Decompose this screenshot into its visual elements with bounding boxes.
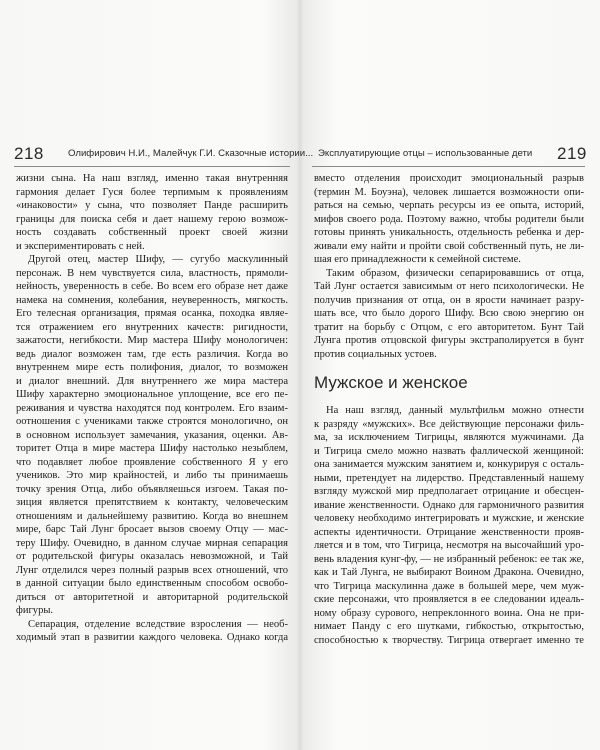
text-line: намека на сомнения, колебания, неуверенность, мягкость. — [16, 294, 288, 306]
left-page-header — [14, 143, 44, 165]
left-running-title: Олифирович Н.И., Малейчук Г.И. Сказочные истории... — [68, 148, 314, 159]
text-line: ными, претендует на лидерство. Представленный нашему — [314, 472, 584, 484]
text-line: и диалог внешний. Для внутреннего же мира мастера — [16, 375, 288, 387]
text-line: ность создавать собственный проект своей жизни — [16, 227, 288, 238]
text-line: мире, барс Тай Лунг бросает вызов своему Отцу — мас- — [16, 524, 288, 535]
text-line: диться от авторитетной и авторитарной родительской — [16, 591, 288, 603]
text-line: ляется и в том, что Тигрица, несмотря на высочайший уро- — [314, 540, 584, 551]
text-line: Сепарация, отделение вследствие взросления — необ- — [28, 618, 288, 630]
text-line: ские персонажи, что проявляется в ее следовании идеаль- — [314, 594, 584, 605]
text-line: как и Тай Лунга, не выбирают Воином Дракона. Очевидно, — [314, 567, 584, 578]
text-line: человеку необходимо интегрировать и мужские, и женские — [314, 513, 584, 524]
text-line: шать все, что было дорого Шифу. Всю свою энергию он — [314, 308, 584, 319]
text-line: что подавляет любое проявление собственного Я у его — [16, 456, 288, 468]
text-line: зиция является препятствием к контакту, человеческим — [16, 497, 288, 508]
right-running-title: Эксплуатирующие отцы – использованные дети — [318, 148, 533, 159]
text-line: учеников. Это мир крайностей, и либо ты принимаешь — [16, 470, 288, 481]
text-line: зажатости, негибкости. Мир мастера Шифу монологичен: — [16, 335, 288, 346]
text-line: ивание женственности. Однако для гармоничного развития — [314, 499, 584, 511]
right-page-number: 219 — [557, 144, 587, 163]
left-running-title-box — [68, 143, 313, 165]
text-line: персонаж. В нем чувствуется сила, властность, прямоли- — [16, 267, 288, 279]
text-line: в данной ситуации было единственным способом освобо- — [16, 578, 288, 589]
text-line: ходимый этап в развитии каждого человека. Однако когда — [16, 632, 288, 643]
text-line: живали ему найти и пройти свой собственный путь, не ли- — [314, 240, 584, 252]
text-line: оотношения с учениками также строятся монологично, он — [16, 416, 288, 427]
text-line: торитет Отца в мире мастера Шифу настолько незыблем, — [16, 443, 288, 454]
text-line: ма, за исключением Тигрицы, являются мужчинами. Да — [314, 432, 584, 443]
text-line: Его телесная организация, прямая осанка, походка являе- — [16, 308, 288, 319]
text-line: мифов своего рода. Поэтому важно, чтобы родители были — [314, 213, 584, 225]
text-line: шая его принадлежности к семейной системе. — [314, 254, 521, 265]
text-line: внутреннем мире есть полифония, диалог, то возможен — [16, 362, 288, 373]
text-line: и экспериментировать с ней. — [16, 240, 145, 252]
text-line: аспекты идентичности. Отрицание женственности прояв- — [314, 526, 584, 538]
text-line: «инаковости» у сына, что позволяет Панде расширить — [16, 200, 288, 211]
text-line: Лунга против отцовской фигуры экстраполируется в бунт — [314, 335, 584, 346]
text-line: Лунг отделился через полный разрыв всех отношений, что — [16, 564, 288, 576]
left-page-body — [16, 172, 288, 645]
text-line: фигуры. — [16, 605, 54, 616]
right-page-header — [557, 143, 587, 165]
text-line: ведь диалог возможен там, где есть различия. Когда во — [16, 348, 288, 360]
left-page-number: 218 — [14, 144, 44, 163]
text-line: жизни сына. На наш взгляд, именно такая внутренняя — [16, 173, 288, 184]
text-line: взгляду мужской мир предполагает отрицание и обесцен- — [314, 486, 584, 497]
text-line: она занимается мужским занятием и, конкурируя с осталь- — [314, 459, 584, 470]
text-line: в основном использует замечания, указания, оценки. Ав- — [16, 429, 288, 441]
text-line: к разряду «мужских». Все действующие персонажи филь- — [314, 418, 584, 430]
text-line: (термин М. Боуэна), человек лишается возможности опи- — [314, 186, 584, 198]
text-line: вместо отделения происходит эмоциональный разрыв — [314, 173, 584, 184]
text-line: Другой отец, мастер Шифу, — сугубо маскулинный — [28, 254, 288, 265]
text-line: отношениям и дальнейшему развитию. Когда во внешнем — [16, 510, 288, 522]
text-line: от родительской фигуры оказалась невозможной, и Тай — [16, 551, 288, 562]
text-line: гармония делает Гуся более терпимым к проявлениям — [16, 186, 288, 198]
text-line: готовы принять уникальность, отдельность ребенка и дер- — [314, 227, 584, 238]
right-running-title-box — [318, 143, 532, 165]
text-line: что Тигрица маскулинна даже в большей мере, чем муж- — [314, 580, 584, 592]
text-line: и Тигрица смело можно назвать фаллической женщиной: — [314, 445, 584, 457]
text-line: На наш взгляд, данный мультфильм можно отнести — [326, 405, 584, 416]
text-line: Тай Лунг остается зависимым от него психологически. Не — [314, 281, 584, 292]
text-line: Шифу характерно эмоциональное уплощение, все его пе- — [16, 389, 288, 400]
text-line: раться на семью, черпать ресурсы из ее опыта, историй, — [314, 200, 584, 211]
section-title: Мужское и женское — [314, 373, 468, 392]
text-line: реживания и чувства находятся под контролем. Его взаим- — [16, 402, 288, 414]
text-line: нейность, уверенность в себе. Во всем его образе нет даже — [16, 281, 288, 292]
left-header-rule — [14, 166, 290, 167]
right-header-rule — [312, 166, 585, 167]
text-line: против социальных устоев. — [314, 348, 437, 360]
text-line: ному образу сурового, непреклонного воина. Она не при- — [314, 607, 584, 619]
text-line: Таким образом, физически сепарировавшись от отца, — [326, 267, 584, 279]
text-line: нимает Панду с его шутками, гибкостью, открытостью, — [314, 621, 584, 632]
text-line: теру Шифу. Очевидно, в данном случае мирная сепарация — [16, 537, 288, 549]
text-line: точку зрения Отца, либо объявляешься изгоем. Такая по- — [16, 483, 288, 495]
text-line: границы для поиска себя и дает нашему герою возмож- — [16, 213, 288, 225]
right-page-body — [314, 172, 584, 647]
text-line: вень владения кунг-фу, — не избранный ребенок: ее так же, — [314, 553, 584, 565]
text-line: способностью к творчеству. Тигрица отвергает именно те — [314, 634, 584, 646]
text-line: тся отражением его внутренних качеств: ригидности, — [16, 321, 288, 333]
text-line: получив признания от отца, он в ярости начинает разру- — [314, 294, 584, 306]
text-line: тратит на борьбу с Отцом, с его авторитетом. Бунт Тай — [314, 321, 584, 333]
